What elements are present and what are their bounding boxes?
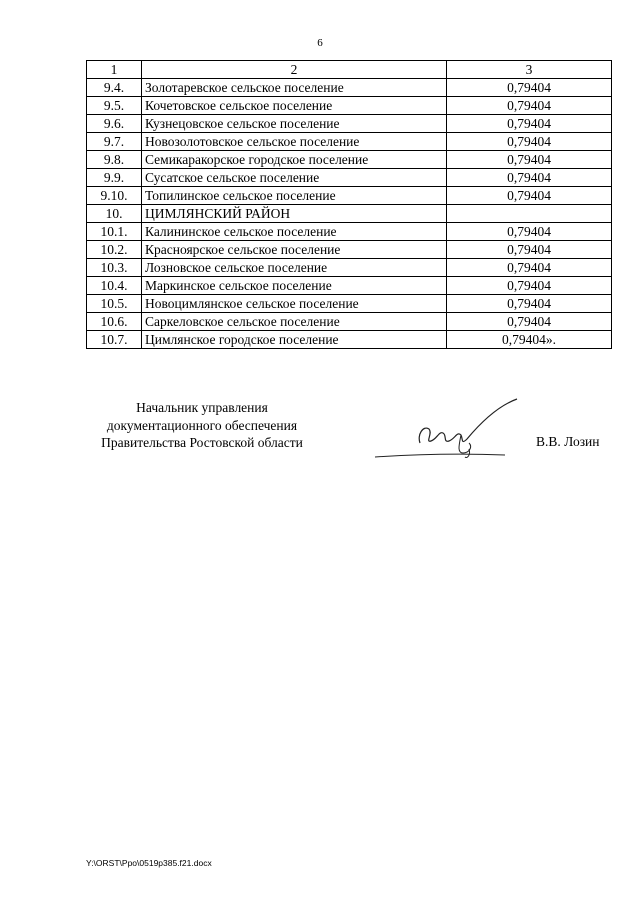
column-header-3: 3 <box>447 61 612 79</box>
row-number-cell: 9.4. <box>87 79 142 97</box>
row-number-cell: 9.9. <box>87 169 142 187</box>
row-number-cell: 10.4. <box>87 277 142 295</box>
table-row <box>87 169 612 187</box>
table-header-row <box>87 61 612 79</box>
column-header-1: 1 <box>87 61 142 79</box>
coefficient-cell: 0,79404 <box>447 313 612 331</box>
row-number-cell: 9.8. <box>87 151 142 169</box>
coefficient-cell: 0,79404 <box>447 223 612 241</box>
row-number-cell: 9.6. <box>87 115 142 133</box>
settlement-name-cell: ЦИМЛЯНСКИЙ РАЙОН <box>142 205 447 223</box>
row-number-cell: 10.2. <box>87 241 142 259</box>
coefficient-cell: 0,79404 <box>447 187 612 205</box>
settlement-name-cell: Кузнецовское сельское поселение <box>142 115 447 133</box>
settlement-name-cell: Сусатское сельское поселение <box>142 169 447 187</box>
file-path-footer: Y:\ORST\Ppo\0519p385.f21.docx <box>86 858 212 868</box>
handwritten-signature <box>365 395 525 465</box>
settlement-name-cell: Новозолотовское сельское поселение <box>142 133 447 151</box>
row-number-cell: 9.7. <box>87 133 142 151</box>
table-row <box>87 97 612 115</box>
coefficient-cell: 0,79404 <box>447 241 612 259</box>
allocation-table <box>86 60 612 349</box>
settlement-name-cell: Красноярское сельское поселение <box>142 241 447 259</box>
table-row <box>87 313 612 331</box>
row-number-cell: 10.3. <box>87 259 142 277</box>
settlement-name-cell: Цимлянское городское поселение <box>142 331 447 349</box>
coefficient-cell: 0,79404 <box>447 259 612 277</box>
table-row <box>87 295 612 313</box>
settlement-name-cell: Новоцимлянское сельское поселение <box>142 295 447 313</box>
coefficient-cell: 0,79404 <box>447 97 612 115</box>
row-number-cell: 10.1. <box>87 223 142 241</box>
settlement-name-cell: Лозновское сельское поселение <box>142 259 447 277</box>
table-row <box>87 277 612 295</box>
coefficient-cell <box>447 205 612 223</box>
row-number-cell: 10.7. <box>87 331 142 349</box>
row-number-cell: 10.6. <box>87 313 142 331</box>
coefficient-cell: 0,79404 <box>447 151 612 169</box>
row-number-cell: 10. <box>87 205 142 223</box>
table-row <box>87 259 612 277</box>
page-number: 6 <box>317 37 323 49</box>
settlement-name-cell: Калининское сельское поселение <box>142 223 447 241</box>
settlement-name-cell: Семикаракорское городское поселение <box>142 151 447 169</box>
coefficient-cell: 0,79404 <box>447 79 612 97</box>
table-row <box>87 133 612 151</box>
coefficient-cell: 0,79404 <box>447 115 612 133</box>
coefficient-cell: 0,79404 <box>447 277 612 295</box>
table-row <box>87 241 612 259</box>
table-row <box>87 223 612 241</box>
signatory-title-line: Правительства Ростовской области <box>101 435 303 450</box>
signatory-title-line: Начальник управления <box>136 400 268 415</box>
table-row <box>87 205 612 223</box>
row-number-cell: 9.10. <box>87 187 142 205</box>
row-number-cell: 9.5. <box>87 97 142 115</box>
signatory-title-line: документационного обеспечения <box>106 417 298 433</box>
coefficient-cell: 0,79404». <box>447 331 612 349</box>
settlement-name-cell: Маркинское сельское поселение <box>142 277 447 295</box>
coefficient-cell: 0,79404 <box>447 295 612 313</box>
table-row <box>87 187 612 205</box>
settlement-name-cell: Саркеловское сельское поселение <box>142 313 447 331</box>
settlement-name-cell: Кочетовское сельское поселение <box>142 97 447 115</box>
coefficient-cell: 0,79404 <box>447 133 612 151</box>
settlement-name-cell: Золотаревское сельское поселение <box>142 79 447 97</box>
table-row <box>87 151 612 169</box>
signatory-name: В.В. Лозин <box>536 434 600 449</box>
coefficient-cell: 0,79404 <box>447 169 612 187</box>
settlement-name-cell: Топилинское сельское поселение <box>142 187 447 205</box>
table-row <box>87 331 612 349</box>
table-row <box>87 79 612 97</box>
column-header-2: 2 <box>142 61 447 79</box>
table-row <box>87 115 612 133</box>
row-number-cell: 10.5. <box>87 295 142 313</box>
signatory-title <box>86 399 318 452</box>
